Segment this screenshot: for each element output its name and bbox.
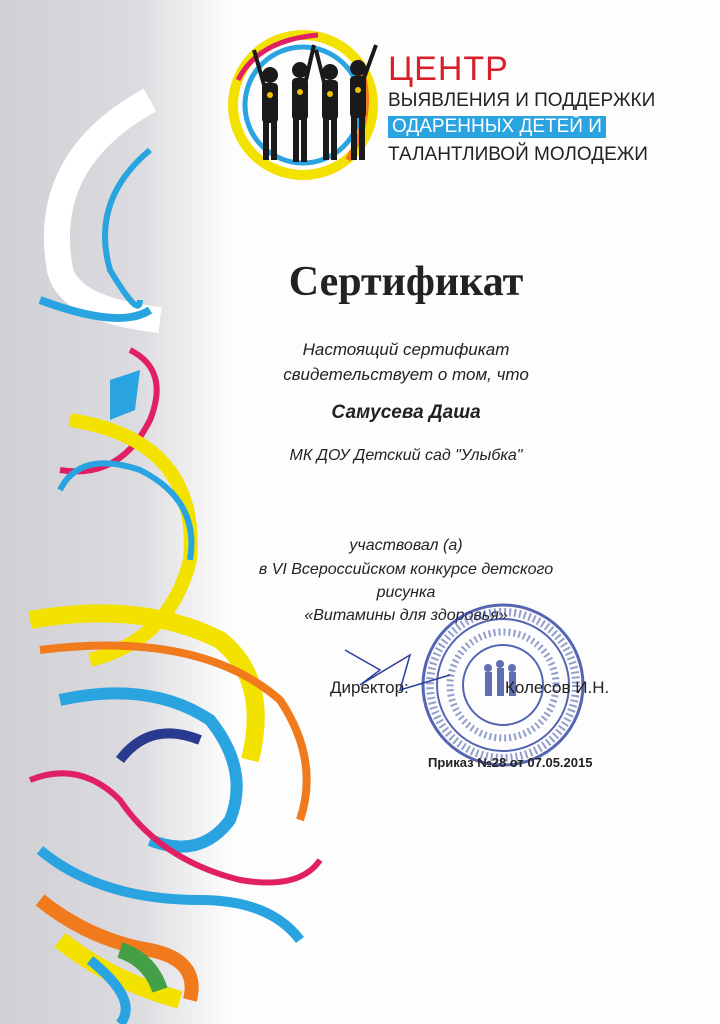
director-name: Колесов И.Н. — [505, 678, 610, 697]
order-reference: Приказ №28 от 07.05.2015 — [428, 755, 593, 770]
certificate-title: Сертификат — [288, 259, 524, 305]
director-label: Директор: — [330, 678, 409, 697]
recipient-organization: МК ДОУ Детский сад "Улыбка" — [289, 447, 523, 464]
intro-line-2: свидетельствует о том, что — [283, 365, 529, 384]
logo-title: ЦЕНТР — [388, 50, 509, 88]
participation-text: участвовал (а) — [349, 537, 463, 554]
event-line-2: рисунка — [376, 584, 436, 601]
event-line-1: в VI Всероссийском конкурсе детского — [258, 561, 554, 578]
logo-subtitle-line3: ТАЛАНТЛИВОЙ МОЛОДЕЖИ — [388, 144, 648, 165]
logo-subtitle-line1: ВЫЯВЛЕНИЯ И ПОДДЕРЖКИ — [388, 90, 656, 111]
event-name: «Витамины для здоровья» — [304, 607, 508, 624]
intro-line-1: Настоящий сертификат — [302, 340, 510, 359]
recipient-name: Самусева Даша — [331, 402, 481, 423]
logo-subtitle-line2: ОДАРЕННЫХ ДЕТЕЙ И — [388, 116, 606, 138]
